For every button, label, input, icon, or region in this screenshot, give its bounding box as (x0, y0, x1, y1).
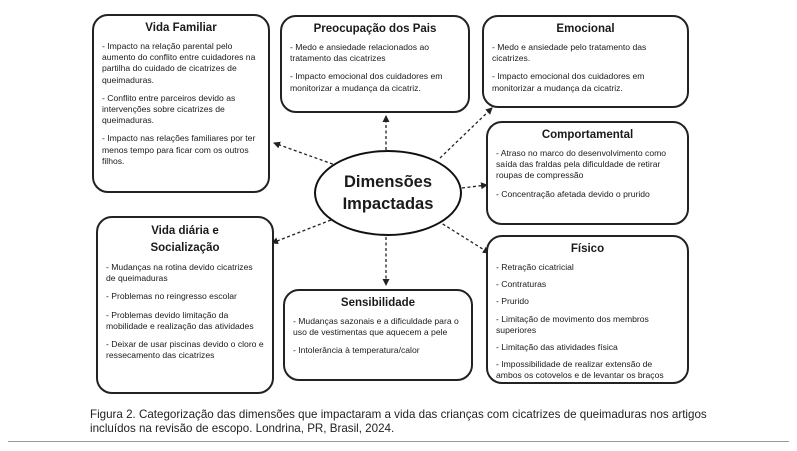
arrow-to-fisico (438, 221, 489, 253)
box-title: Emocional (556, 23, 615, 35)
box-title: Comportamental (541, 129, 634, 141)
box-title: Preocupação dos Pais (313, 23, 437, 35)
box-preocupacao-dos-pais (280, 15, 470, 113)
list-item: - Limitação de movimento dos membros superiores (496, 314, 679, 336)
list-item: - Mudanças sazonais e a dificuldade para o uso de vestimentas que aquecem a pele (293, 316, 463, 338)
figure-caption: Figura 2. Categorização das dimensões que impactaram a vida das crianças com cicatrizes de queimaduras nos artigos incluídos na revisão de escopo. Londrina, PR, Brasil, 2024. (90, 408, 707, 435)
box-title: Vida diária e Socialização (150, 225, 220, 254)
list-item: - Mudanças na rotina devido cicatrizes de queimaduras (106, 262, 264, 284)
box-sensibilidade (283, 289, 473, 381)
box-title: Sensibilidade (340, 297, 416, 309)
center-node (314, 150, 462, 236)
box-vida-familiar (92, 14, 270, 193)
list-item: - Deixar de usar piscinas devido o cloro e ressecamento das cicatrizes (106, 339, 264, 361)
arrow-to-vida-familiar (274, 143, 338, 166)
list-item: - Limitação das atividades física (496, 342, 679, 353)
box-emocional (482, 15, 689, 108)
list-item: - Retração cicatricial (496, 262, 679, 273)
center-label: Dimensões Impactadas (342, 173, 434, 213)
list-item: - Medo e ansiedade relacionados ao tratamento das cicatrizes (290, 42, 460, 64)
box-title: Físico (570, 243, 605, 255)
list-item: - Intolerância à temperatura/calor (293, 345, 463, 356)
arrow-to-comportamental (462, 185, 487, 188)
list-item: - Impossibilidade de realizar extensão de ambos os cotovelos e de levantar os braços (496, 359, 679, 381)
list-item: - Problemas no reingresso escolar (106, 291, 264, 302)
box-vida-diaria-e-socializacao (96, 216, 274, 394)
list-item: - Atraso no marco do desenvolvimento como saída das fraldas pela dificuldade de retirar roupas de compressão (496, 148, 679, 182)
divider (8, 441, 789, 442)
box-title: Vida Familiar (145, 22, 217, 34)
list-item: - Concentração afetada devido o prurido (496, 189, 679, 200)
list-item: - Impacto emocional dos cuidadores em monitorizar a mudança da cicatriz. (290, 71, 460, 93)
list-item: - Impacto na relação parental pelo aumento do conflito entre cuidadores na partilha do cuidado de cicatrizes de queimaduras. (102, 41, 260, 86)
list-item: - Problemas devido limitação da mobilidade e realização das atividades (106, 310, 264, 332)
list-item: - Impacto emocional dos cuidadores em monitorizar a mudança da cicatriz. (492, 71, 679, 93)
list-item: - Conflito entre parceiros devido as intervenções sobre cicatrizes de queimaduras. (102, 93, 260, 127)
list-item: - Medo e ansiedade pelo tratamento das cicatrizes. (492, 42, 679, 64)
list-item: - Prurido (496, 296, 679, 307)
arrow-to-emocional (440, 108, 492, 158)
box-fisico (486, 235, 689, 384)
list-item: - Contraturas (496, 279, 679, 290)
arrow-to-vida-diaria (272, 218, 336, 243)
list-item: - Impacto nas relações familiares por ter menos tempo para ficar com os outros filhos. (102, 133, 260, 167)
box-comportamental (486, 121, 689, 225)
